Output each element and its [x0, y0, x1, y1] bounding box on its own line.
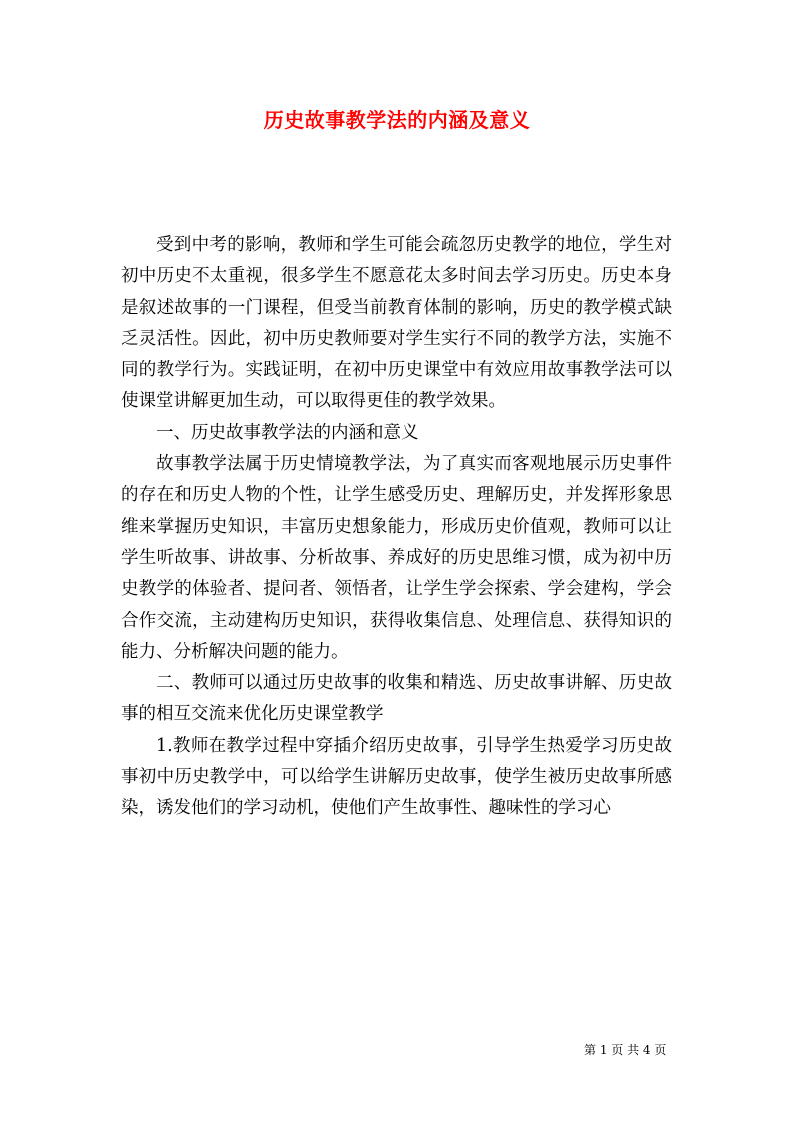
section-heading-2: 二、教师可以通过历史故事的收集和精选、历史故事讲解、历史故事的相互交流来优化历史课堂教学: [121, 673, 672, 725]
section-heading-1: 一、历史故事教学法的内涵和意义: [156, 422, 419, 443]
paragraph-point-1: 1.教师在教学过程中穿插介绍历史故事，引导学生热爱学习历史故事初中历史教学中，可以给学生讲解历史故事，使学生被历史故事所感染，诱发他们的学习动机，使他们产生故事性、趣味性的学习心: [121, 735, 672, 819]
paragraph-intro: 受到中考的影响，教师和学生可能会疏忽历史教学的地位，学生对初中历史不太重视，很多学生不愿意花太多时间去学习历史。历史本身是叙述故事的一门课程，但受当前教育体制的影响，历史的教学模式缺乏灵活性。因此，初中历史教师要对学生实行不同的教学方法，实施不同的教学行为。实践证明，在初中历史课堂中有效应用故事教学法可以使课堂讲解更加生动，可以取得更佳的教学效果。: [121, 235, 672, 412]
paragraph-section-1: 故事教学法属于历史情境教学法，为了真实而客观地展示历史事件的存在和历史人物的个性，让学生感受历史、理解历史，并发挥形象思维来掌握历史知识，丰富历史想象能力，形成历史价值观，教师可以让学生听故事、讲故事、分析故事、养成好的历史思维习惯，成为初中历史教学的体验者、提问者、领悟者，让学生学会探索、学会建构，学会合作交流，主动建构历史知识，获得收集信息、处理信息、获得知识的能力、分析解决问题的能力。: [121, 454, 672, 662]
document-title: 历史故事教学法的内涵及意义: [263, 108, 531, 132]
document-body: [121, 230, 672, 825]
page-number-footer: 第 1 页 共 4 页: [584, 1043, 667, 1057]
